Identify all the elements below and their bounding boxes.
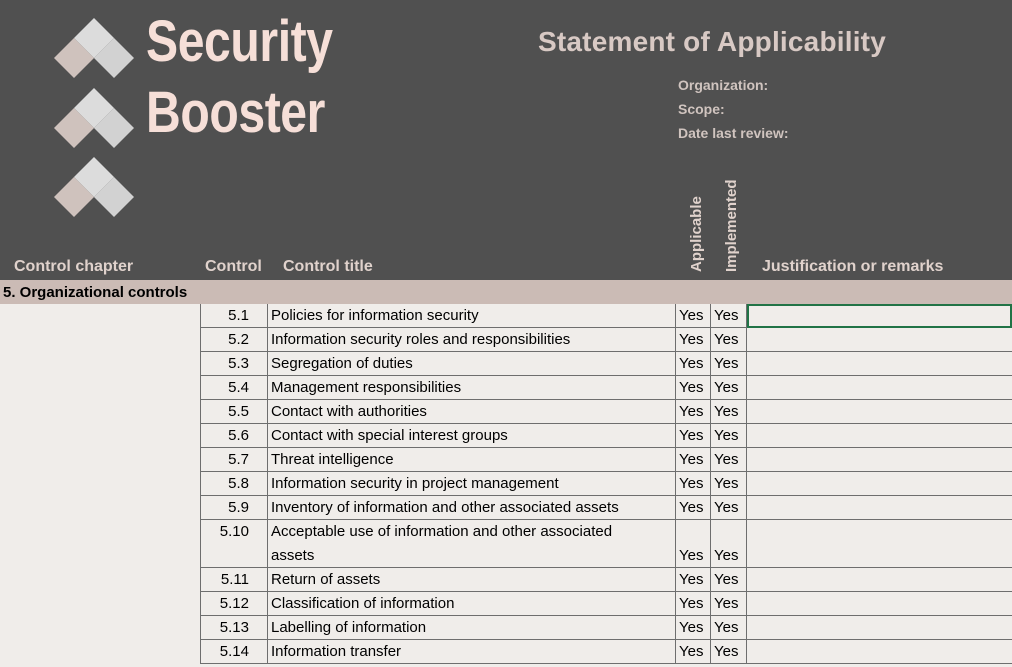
table-row[interactable]: [0, 616, 1012, 640]
applicable-cell-text: Yes: [679, 427, 704, 444]
control-title-cell[interactable]: [268, 328, 676, 352]
table-row[interactable]: [0, 472, 1012, 496]
table-row[interactable]: [0, 304, 1012, 328]
control-title-cell-text: Information transfer: [271, 643, 402, 660]
control-number-cell-text: 5.7: [228, 451, 249, 468]
implemented-cell[interactable]: [711, 352, 747, 376]
control-number-cell[interactable]: [200, 304, 268, 328]
column-header-applicable[interactable]: Applicable: [688, 196, 705, 272]
control-number-cell[interactable]: [200, 424, 268, 448]
implemented-cell-text: Yes: [714, 547, 739, 564]
control-title-cell[interactable]: [268, 520, 676, 568]
applicable-cell-text: Yes: [679, 571, 704, 588]
implemented-cell[interactable]: [711, 304, 747, 328]
justification-cell[interactable]: [747, 616, 1012, 640]
column-header-justification[interactable]: Justification or remarks: [762, 258, 944, 275]
control-number-cell-text: 5.4: [228, 379, 249, 396]
control-number-cell-text: 5.8: [228, 475, 249, 492]
brand-name-line2: Booster: [146, 80, 325, 145]
table-row[interactable]: [0, 328, 1012, 352]
organization-label: Organization:: [678, 77, 769, 93]
control-number-cell-text: 5.5: [228, 403, 249, 420]
control-title-cell[interactable]: [268, 616, 676, 640]
implemented-cell[interactable]: [711, 376, 747, 400]
control-number-cell[interactable]: [200, 496, 268, 520]
control-number-cell[interactable]: [200, 448, 268, 472]
control-title-cell[interactable]: [268, 592, 676, 616]
applicable-cell-text: Yes: [679, 355, 704, 372]
scope-label: Scope:: [678, 101, 725, 117]
justification-cell[interactable]: [747, 472, 1012, 496]
control-number-cell-text: 5.2: [228, 331, 249, 348]
applicable-cell[interactable]: [676, 472, 711, 496]
control-number-cell-text: 5.12: [219, 595, 249, 612]
implemented-cell[interactable]: [711, 616, 747, 640]
justification-cell[interactable]: [747, 568, 1012, 592]
control-number-cell-text: 5.11: [220, 571, 249, 588]
sheet-header: [0, 0, 1012, 280]
applicable-cell[interactable]: [676, 304, 711, 328]
table-row[interactable]: [0, 376, 1012, 400]
column-header-title[interactable]: Control title: [283, 258, 373, 275]
applicable-cell-text: Yes: [679, 475, 704, 492]
applicable-cell-text: Yes: [679, 403, 704, 420]
control-number-cell-text: 5.14: [219, 643, 249, 660]
control-title-cell-text: Contact with authorities: [271, 403, 427, 420]
column-header-implemented[interactable]: Implemented: [723, 179, 740, 272]
section-title: 5. Organizational controls: [3, 284, 188, 301]
applicable-cell[interactable]: [676, 520, 711, 568]
implemented-cell[interactable]: [711, 520, 747, 568]
justification-cell[interactable]: [747, 496, 1012, 520]
table-row[interactable]: [0, 352, 1012, 376]
implemented-cell-text: Yes: [714, 475, 739, 492]
applicable-cell-text: Yes: [679, 499, 704, 516]
applicable-cell[interactable]: [676, 640, 711, 664]
control-number-cell[interactable]: [200, 328, 268, 352]
table-row[interactable]: [0, 424, 1012, 448]
table-row[interactable]: [0, 496, 1012, 520]
control-title-cell[interactable]: [268, 304, 676, 328]
control-title-cell-text-line1: Acceptable use of information and other associated: [271, 523, 613, 540]
implemented-cell-text: Yes: [714, 595, 739, 612]
applicable-cell[interactable]: [676, 496, 711, 520]
justification-cell[interactable]: [747, 304, 1012, 328]
applicable-cell-text: Yes: [679, 619, 704, 636]
table-row[interactable]: [0, 640, 1012, 664]
applicable-cell-text: Yes: [679, 595, 704, 612]
justification-cell[interactable]: [747, 376, 1012, 400]
control-title-cell-text: Management responsibilities: [271, 379, 462, 396]
control-title-cell-text: Information security roles and responsibilities: [271, 331, 571, 348]
date-last-review-label: Date last review:: [678, 125, 789, 141]
implemented-cell-text: Yes: [714, 571, 739, 588]
control-title-cell-text: Inventory of information and other associated assets: [271, 499, 619, 516]
applicable-cell[interactable]: [676, 376, 711, 400]
control-title-cell[interactable]: [268, 496, 676, 520]
table-row[interactable]: [0, 400, 1012, 424]
control-number-cell-text: 5.6: [228, 427, 249, 444]
justification-cell[interactable]: [747, 352, 1012, 376]
implemented-cell-text: Yes: [714, 355, 739, 372]
implemented-cell[interactable]: [711, 592, 747, 616]
applicable-cell-text: Yes: [679, 547, 704, 564]
implemented-cell[interactable]: [711, 400, 747, 424]
implemented-cell[interactable]: [711, 568, 747, 592]
control-number-cell[interactable]: [200, 520, 268, 568]
applicable-cell[interactable]: [676, 400, 711, 424]
justification-cell[interactable]: [747, 520, 1012, 568]
table-row[interactable]: [0, 592, 1012, 616]
implemented-cell-text: Yes: [714, 499, 739, 516]
justification-cell[interactable]: [747, 640, 1012, 664]
control-number-cell-text: 5.10: [219, 523, 249, 540]
control-title-cell[interactable]: [268, 472, 676, 496]
control-title-cell-text: Segregation of duties: [271, 355, 413, 372]
page-title: Statement of Applicability: [538, 26, 886, 57]
table-row[interactable]: [0, 448, 1012, 472]
implemented-cell-text: Yes: [714, 331, 739, 348]
control-title-cell[interactable]: [268, 640, 676, 664]
section-row[interactable]: [0, 280, 1012, 304]
control-title-cell[interactable]: [268, 352, 676, 376]
control-title-cell[interactable]: [268, 424, 676, 448]
control-title-cell-text: Information security in project management: [271, 475, 559, 492]
implemented-cell[interactable]: [711, 640, 747, 664]
implemented-cell-text: Yes: [714, 619, 739, 636]
diamond-logo-icon: [54, 88, 134, 148]
implemented-cell[interactable]: [711, 448, 747, 472]
control-title-cell[interactable]: [268, 448, 676, 472]
control-title-cell-text: [271, 520, 612, 568]
control-title-cell[interactable]: [268, 376, 676, 400]
control-title-cell-text-line2: assets: [271, 547, 315, 564]
implemented-cell[interactable]: [711, 424, 747, 448]
implemented-cell-text: Yes: [714, 379, 739, 396]
control-title-cell-text: Classification of information: [271, 595, 455, 612]
control-number-cell[interactable]: [200, 568, 268, 592]
applicable-cell-text: Yes: [679, 307, 704, 324]
applicable-cell[interactable]: [676, 616, 711, 640]
applicable-cell-text: Yes: [679, 451, 704, 468]
justification-cell[interactable]: [747, 328, 1012, 352]
applicable-cell[interactable]: [676, 424, 711, 448]
justification-cell[interactable]: [747, 424, 1012, 448]
justification-cell[interactable]: [747, 592, 1012, 616]
implemented-cell-text: Yes: [714, 307, 739, 324]
implemented-cell[interactable]: [711, 472, 747, 496]
controls-table: [0, 304, 1012, 664]
justification-cell[interactable]: [747, 448, 1012, 472]
applicable-cell[interactable]: [676, 328, 711, 352]
column-header-control[interactable]: Control: [205, 258, 262, 275]
control-number-cell-text: 5.13: [219, 619, 249, 636]
control-number-cell[interactable]: [200, 472, 268, 496]
implemented-cell-text: Yes: [714, 403, 739, 420]
implemented-cell-text: Yes: [714, 427, 739, 444]
control-number-cell-text: 5.9: [228, 499, 249, 516]
applicable-cell-text: Yes: [679, 643, 704, 660]
applicable-cell-text: Yes: [679, 379, 704, 396]
diamond-logo-icon: [54, 18, 134, 78]
applicable-cell[interactable]: [676, 568, 711, 592]
control-title-cell[interactable]: [268, 400, 676, 424]
implemented-cell-text: Yes: [714, 643, 739, 660]
control-title-cell-text: Labelling of information: [271, 619, 427, 636]
control-number-cell[interactable]: [200, 616, 268, 640]
control-number-cell[interactable]: [200, 592, 268, 616]
control-number-cell-text: 5.1: [228, 307, 249, 324]
table-row[interactable]: [0, 520, 1012, 568]
control-number-cell-text: 5.3: [228, 355, 249, 372]
applicable-cell[interactable]: [676, 352, 711, 376]
implemented-cell-text: Yes: [714, 451, 739, 468]
control-title-cell[interactable]: [268, 568, 676, 592]
control-title-cell-text: Policies for information security: [271, 307, 479, 324]
brand-name-line1: Security: [146, 9, 333, 74]
control-number-cell[interactable]: [200, 400, 268, 424]
implemented-cell[interactable]: [711, 496, 747, 520]
justification-cell[interactable]: [747, 400, 1012, 424]
applicable-cell[interactable]: [676, 448, 711, 472]
implemented-cell[interactable]: [711, 328, 747, 352]
diamond-logo-icon: [54, 157, 134, 217]
control-number-cell[interactable]: [200, 376, 268, 400]
table-row[interactable]: [0, 568, 1012, 592]
column-header-chapter[interactable]: Control chapter: [14, 258, 134, 275]
control-title-cell-text: Return of assets: [271, 571, 381, 588]
applicable-cell[interactable]: [676, 592, 711, 616]
control-title-cell-text: Threat intelligence: [271, 451, 394, 468]
control-title-cell-text: Contact with special interest groups: [271, 427, 508, 444]
control-number-cell[interactable]: [200, 352, 268, 376]
applicable-cell-text: Yes: [679, 331, 704, 348]
control-number-cell[interactable]: [200, 640, 268, 664]
